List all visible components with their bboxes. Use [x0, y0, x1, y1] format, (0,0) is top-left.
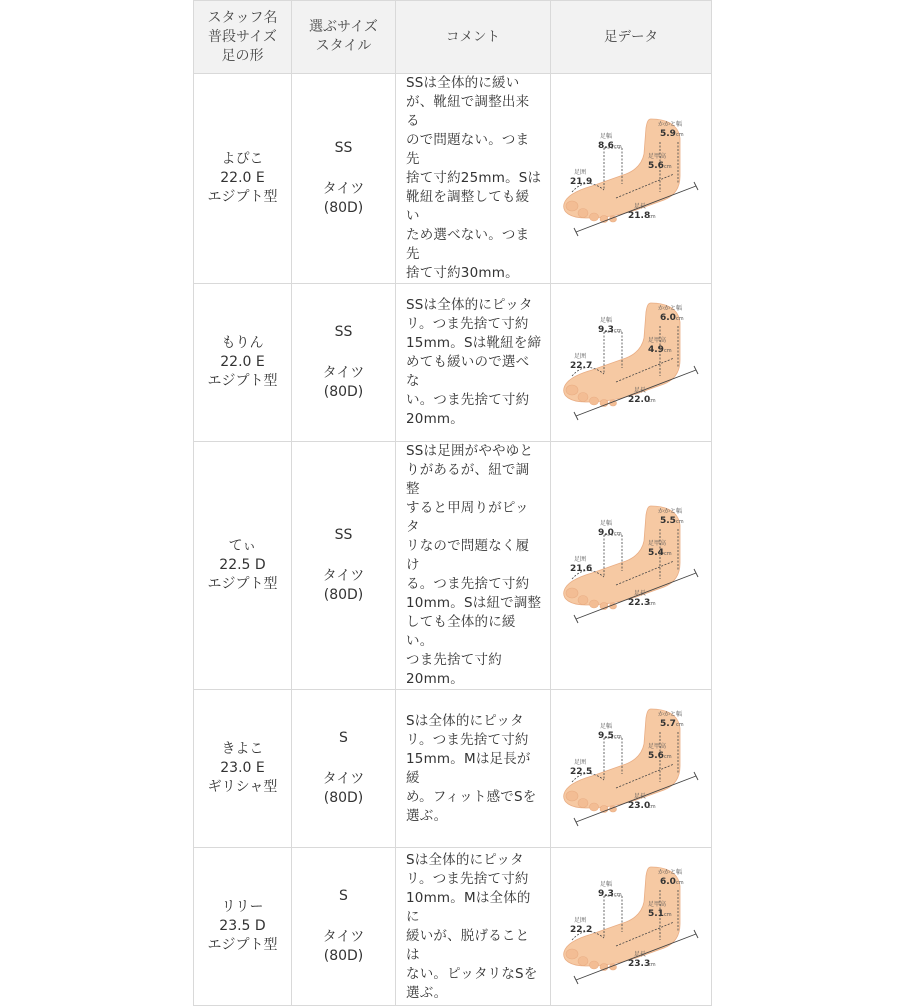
header-size-style: 選ぶサイズ スタイル — [292, 1, 396, 74]
value-girth: 22.2 — [570, 924, 593, 935]
foot-diagram — [556, 114, 706, 244]
unit-instep: cm — [664, 347, 672, 354]
comment-text: SSは全体的に緩い が、靴紐で調整出来る ので問題ない。つま先 捨て寸約25mm。Sは 靴紐を調整しても緩い ため選べない。つま先 捨て寸約30mm。 — [406, 75, 542, 281]
comment-text: SSは全体的にピッタ リ。つま先捨て寸約 15mm。Sは靴紐を締 めても緩いので選べな い。つま先捨て寸約 20mm。 — [406, 297, 542, 427]
label-girth: 足囲 — [574, 168, 587, 176]
staff-cell: リリー 23.5 D エジプト型 — [194, 848, 292, 1006]
label-heel: かかと幅 — [658, 304, 683, 312]
wear-style: タイツ (80D) — [322, 181, 365, 216]
unit-heel: cm — [676, 518, 684, 525]
value-length: 22.0 — [628, 394, 651, 405]
unit-width: cm — [614, 327, 622, 334]
label-width: 足幅 — [600, 316, 613, 324]
label-instep: 足甲高 — [648, 539, 667, 547]
comment-text: Sは全体的にピッタ リ。つま先捨て寸約 10mm。Mは全体的に 緩いが、脱げることは ない。ピッタリなSを 選ぶ。 — [406, 851, 538, 1001]
value-length: 21.8 — [628, 210, 651, 221]
staff-cell: もりん 22.0 E エジプト型 — [194, 284, 292, 442]
value-heel: 6.0 — [660, 312, 676, 323]
staff-cell: きよこ 23.0 E ギリシャ型 — [194, 690, 292, 848]
comment-text: Sは全体的にピッタ リ。つま先捨て寸約 15mm。Mは足長が緩 め。フィット感でSを 選ぶ。 — [406, 712, 537, 824]
table-row — [194, 848, 712, 1006]
comment-cell — [396, 74, 551, 284]
table-header-row — [194, 1, 712, 74]
label-width: 足幅 — [600, 519, 613, 527]
value-girth: 21.9 — [570, 176, 593, 187]
size-comparison-table — [193, 0, 712, 1006]
value-instep: 4.9 — [648, 344, 664, 355]
value-instep: 5.1 — [648, 908, 664, 919]
size-style-cell — [292, 848, 396, 1006]
value-width: 9.3 — [598, 888, 614, 899]
selected-size: SS — [334, 140, 353, 156]
label-instep: 足甲高 — [648, 336, 667, 344]
comparison-table-wrapper — [193, 0, 710, 1001]
unit-width: cm — [614, 143, 622, 150]
header-foot-data: 足データ — [551, 1, 712, 74]
comment-cell — [396, 284, 551, 442]
foot-diagram — [556, 298, 706, 428]
size-style-cell — [292, 284, 396, 442]
unit-length: cm — [648, 961, 656, 968]
label-width: 足幅 — [600, 880, 613, 888]
unit-instep: cm — [664, 550, 672, 557]
value-heel: 5.9 — [660, 128, 676, 139]
foot-data-cell — [551, 284, 712, 442]
label-heel: かかと幅 — [658, 710, 683, 718]
foot-diagram — [556, 704, 706, 834]
label-heel: かかと幅 — [658, 507, 683, 515]
wear-style: タイツ (80D) — [322, 568, 365, 603]
table-row — [194, 690, 712, 848]
value-heel: 6.0 — [660, 876, 676, 887]
size-style-cell — [292, 74, 396, 284]
comment-cell — [396, 442, 551, 690]
comment-cell — [396, 690, 551, 848]
unit-heel: cm — [676, 315, 684, 322]
value-length: 23.0 — [628, 800, 651, 811]
staff-cell: てぃ 22.5 D エジプト型 — [194, 442, 292, 690]
unit-width: cm — [614, 891, 622, 898]
foot-data-cell — [551, 848, 712, 1006]
unit-length: cm — [648, 600, 656, 607]
table-row — [194, 74, 712, 284]
label-length: 足長 — [634, 950, 647, 958]
label-length: 足長 — [634, 589, 647, 597]
foot-data-cell — [551, 442, 712, 690]
unit-instep: cm — [664, 753, 672, 760]
unit-instep: cm — [664, 911, 672, 918]
value-instep: 5.4 — [648, 547, 664, 558]
value-width: 9.0 — [598, 527, 614, 538]
unit-length: cm — [648, 397, 656, 404]
value-heel: 5.7 — [660, 718, 676, 729]
wear-style: タイツ (80D) — [322, 365, 365, 400]
size-style-cell — [292, 442, 396, 690]
foot-diagram — [556, 862, 706, 992]
wear-style: タイツ (80D) — [322, 771, 365, 806]
label-instep: 足甲高 — [648, 152, 667, 160]
unit-heel: cm — [676, 721, 684, 728]
size-style-cell — [292, 690, 396, 848]
header-staff: スタッフ名 普段サイズ 足の形 — [194, 1, 292, 74]
unit-heel: cm — [676, 879, 684, 886]
label-width: 足幅 — [600, 722, 613, 730]
label-heel: かかと幅 — [658, 868, 683, 876]
value-girth: 21.6 — [570, 563, 593, 574]
foot-data-cell — [551, 74, 712, 284]
table-row — [194, 442, 712, 690]
foot-data-cell — [551, 690, 712, 848]
comment-cell — [396, 848, 551, 1006]
staff-cell: よぴこ 22.0 E エジプト型 — [194, 74, 292, 284]
comment-text: SSは足囲がややゆと りがあるが、紐で調整 すると甲周りがピッタ リなので問題なく履け る。つま先捨て寸約 10mm。Sは紐で調整 しても全体的に緩い。 つま先捨て寸約 20mm。 — [406, 443, 542, 687]
value-width: 9.5 — [598, 730, 614, 741]
label-girth: 足囲 — [574, 758, 587, 766]
label-heel: かかと幅 — [658, 120, 683, 128]
label-width: 足幅 — [600, 132, 613, 140]
selected-size: SS — [334, 324, 353, 340]
unit-length: cm — [648, 213, 656, 220]
value-length: 23.3 — [628, 958, 651, 969]
value-width: 9.3 — [598, 324, 614, 335]
value-heel: 5.5 — [660, 515, 676, 526]
selected-size: SS — [334, 527, 353, 543]
value-width: 8.6 — [598, 140, 614, 151]
label-length: 足長 — [634, 202, 647, 210]
selected-size: S — [339, 730, 348, 746]
unit-width: cm — [614, 530, 622, 537]
header-comment: コメント — [396, 1, 551, 74]
label-girth: 足囲 — [574, 352, 587, 360]
value-girth: 22.7 — [570, 360, 593, 371]
unit-instep: cm — [664, 163, 672, 170]
unit-width: cm — [614, 733, 622, 740]
value-girth: 22.5 — [570, 766, 593, 777]
label-girth: 足囲 — [574, 916, 587, 924]
unit-length: cm — [648, 803, 656, 810]
label-instep: 足甲高 — [648, 742, 667, 750]
label-length: 足長 — [634, 386, 647, 394]
value-instep: 5.6 — [648, 160, 664, 171]
selected-size: S — [339, 888, 348, 904]
unit-heel: cm — [676, 131, 684, 138]
label-girth: 足囲 — [574, 555, 587, 563]
label-length: 足長 — [634, 792, 647, 800]
label-instep: 足甲高 — [648, 900, 667, 908]
value-length: 22.3 — [628, 597, 651, 608]
wear-style: タイツ (80D) — [322, 929, 365, 964]
foot-diagram — [556, 501, 706, 631]
table-row — [194, 284, 712, 442]
value-instep: 5.6 — [648, 750, 664, 761]
